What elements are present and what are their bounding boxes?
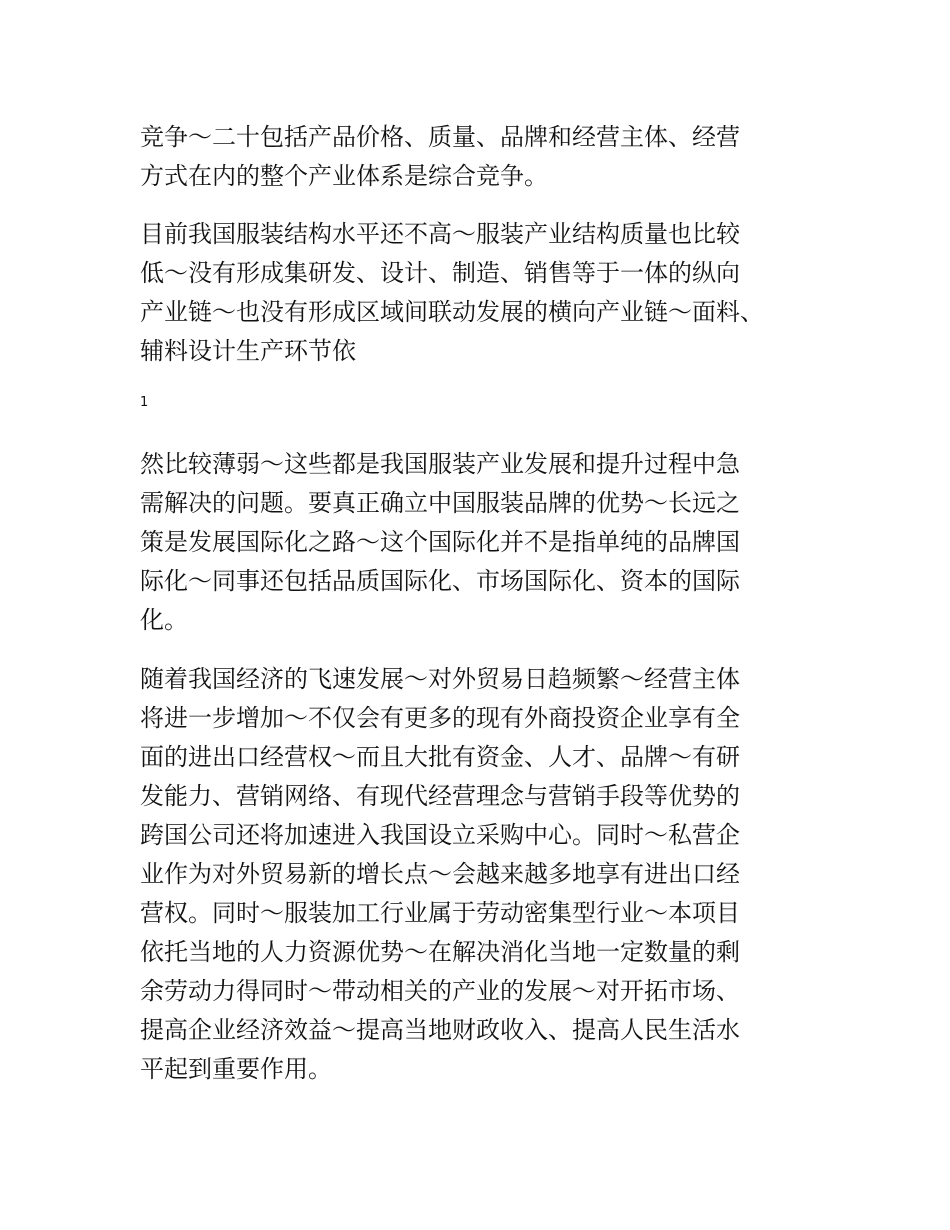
paragraph: 目前我国服装结构水平还不高～服装产业结构质量也比较 低～没有形成集研发、设计、制造、销售等于一体的纵向 产业链～也没有形成区域间联动发展的横向产业链～面料、 辅料设计生产环节依 — [140, 220, 764, 365]
paragraph: 然比较薄弱～这些都是我国服装产业发展和提升过程中急 需解决的问题。要真正确立中国服装品牌的优势～长远之 策是发展国际化之路～这个国际化并不是指单纯的品牌国 际化～同事还包括品质国际化、市场国际化、资本的国际 化。 — [140, 450, 740, 634]
page-number: 1 — [140, 395, 149, 410]
document-body — [140, 118, 810, 1089]
paragraph: 随着我国经济的飞速发展～对外贸易日趋频繁～经营主体 将进一步增加～不仅会有更多的现有外商投资企业享有全 面的进出口经营权～而且大批有资金、人才、品牌～有研 发能力、营销网络、有现代经营理念与营销手段等优势的 跨国公司还将加速进入我国设立采购中心。同时～私营企 业作为对外贸易新的增长点～会越来越多地享有进出口经 营权。同时～服装加工行业属于劳动密集型行业～本项目 依托当地的人力资源优势～在解决消化当地一定数量的剩 余劳动力得同时～带动相关的产业的发展～对开拓市场、 提高企业经济效益～提高当地财政收入、提高人民生活水 平起到重要作用。 — [140, 665, 740, 1083]
paragraph: 竞争～二十包括产品价格、质量、品牌和经营主体、经营 方式在内的整个产业体系是综合竞争。 — [140, 123, 740, 190]
